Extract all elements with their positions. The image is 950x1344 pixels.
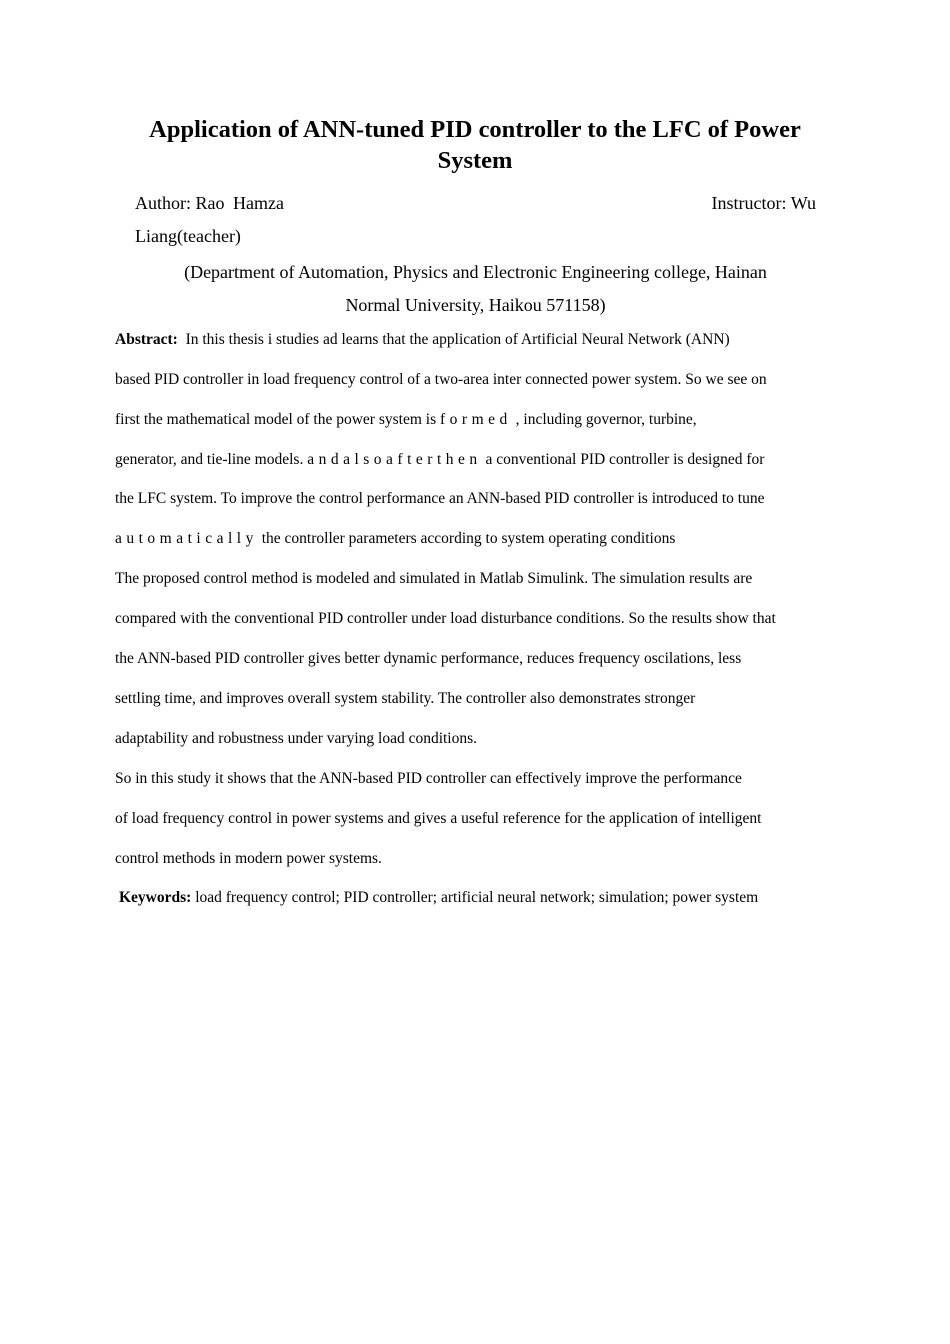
abstract-line: settling time, and improves overall system stability. The controller also demonstrates stronger: [115, 690, 696, 707]
affiliation: [135, 256, 816, 322]
abstract-line: adaptability and robustness under varying load conditions.: [115, 730, 478, 747]
abstract-text: generator, and tie-line models.: [115, 451, 308, 468]
abstract-line: [115, 450, 764, 470]
author-line: [135, 190, 816, 216]
abstract-line: the ANN-based PID controller gives better dynamic performance, reduces frequency oscilations, less: [115, 650, 742, 667]
author-name: Rao Hamza: [195, 193, 284, 213]
keywords-label: Keywords:: [119, 889, 192, 906]
abstract-text: In this thesis i studies ad learns that the application of Artificial Neural Network (ANN): [185, 331, 730, 348]
instructor-name: Wu: [790, 193, 816, 213]
author-label: Author:: [135, 193, 191, 213]
abstract-line: So in this study it shows that the ANN-based PID controller can effectively improve the performance: [115, 770, 742, 787]
abstract-text: a conventional PID controller is designed for: [481, 451, 765, 468]
abstract-line: of load frequency control in power systems and gives a useful reference for the application of intelligent: [115, 810, 762, 827]
abstract-spaced-text: formed: [440, 411, 512, 428]
abstract-text: the controller parameters according to system operating conditions: [257, 530, 676, 547]
abstract-line: control methods in modern power systems.: [115, 850, 382, 867]
abstract-line: based PID controller in load frequency control of a two-area inter connected power system. So we see on: [115, 371, 767, 388]
affiliation-line-2: Normal University, Haikou 571158): [345, 295, 606, 315]
abstract-text: first the mathematical model of the power system is: [115, 411, 440, 428]
abstract-line: The proposed control method is modeled and simulated in Matlab Simulink. The simulation results are: [115, 570, 753, 587]
keywords-line: [119, 888, 758, 908]
abstract-line: [115, 410, 697, 430]
author-block: [135, 190, 284, 216]
abstract-line: [115, 529, 675, 549]
abstract-label: Abstract:: [115, 331, 178, 348]
abstract-line: compared with the conventional PID controller under load disturbance conditions. So the results show that: [115, 610, 776, 627]
abstract-text: , including governor, turbine,: [511, 411, 697, 428]
title-line-1: Application of ANN-tuned PID controller to the LFC of Power: [149, 116, 801, 143]
instructor-name-continued: Liang(teacher): [135, 226, 241, 246]
instructor-label: Instructor:: [711, 193, 787, 213]
abstract-line: the LFC system. To improve the control performance an ANN-based PID controller is introduced to tune: [115, 490, 765, 507]
instructor-block: [712, 190, 816, 216]
abstract-spaced-text: automatically: [115, 530, 258, 547]
title-line-2: System: [437, 147, 513, 174]
keywords-text: load frequency control; PID controller; artificial neural network; simulation; power system: [195, 889, 759, 906]
affiliation-line-1: (Department of Automation, Physics and Electronic Engineering college, Hainan: [184, 262, 767, 282]
abstract-spaced-text: andalsoafterthen: [307, 451, 482, 468]
paper-title: [115, 114, 835, 176]
abstract-line: [115, 330, 730, 350]
